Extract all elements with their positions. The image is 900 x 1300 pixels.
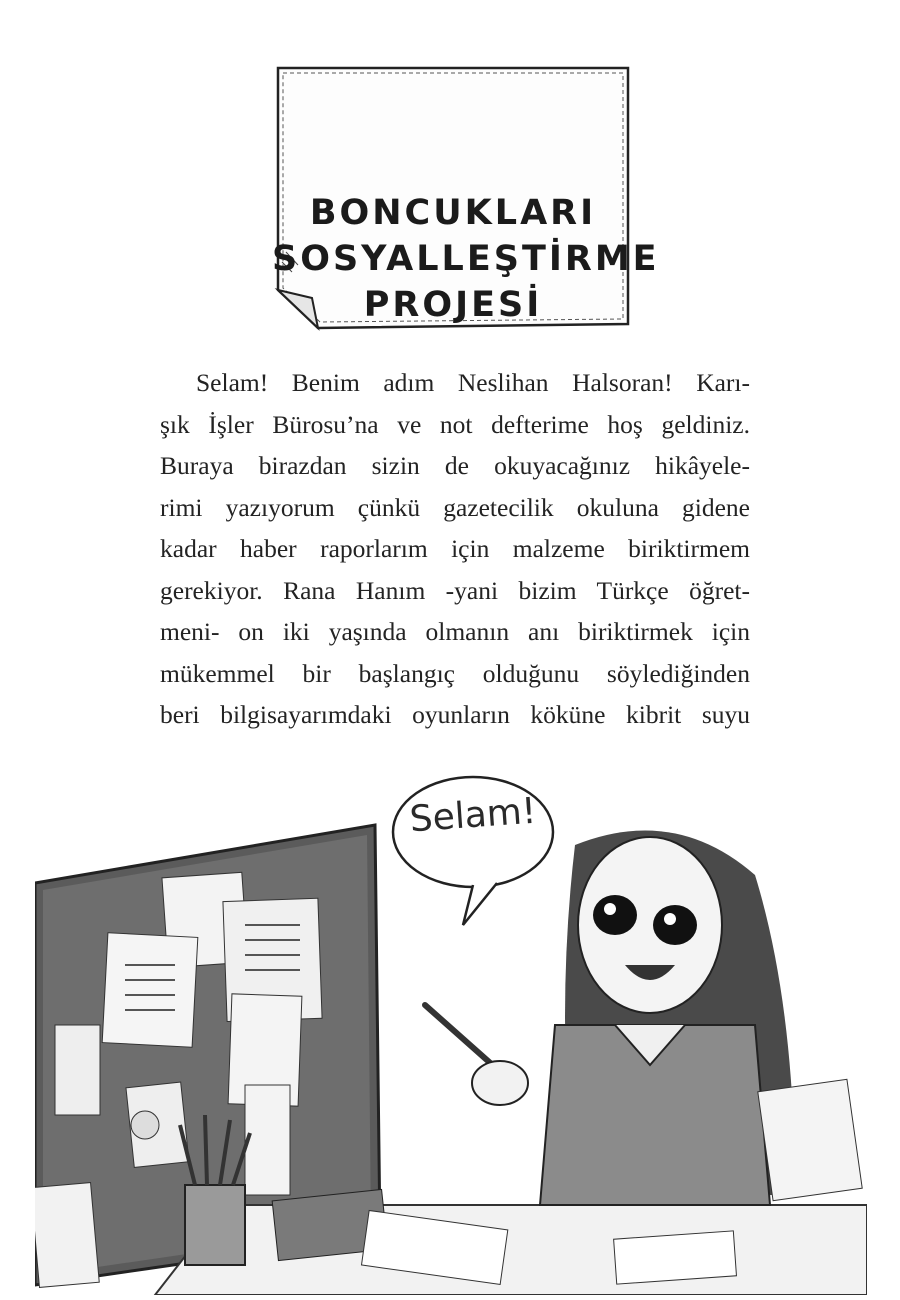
body-line: kadar haber raporlarım için malzeme biriktirmem [160, 534, 750, 563]
body-line: Selam! Benim adım Neslihan Halsoran! Karı- [196, 368, 750, 397]
chapter-title-line-1: BONCUKLARI [309, 193, 597, 233]
chapter-title [272, 190, 660, 328]
speech-bubble-text: Selam! [408, 790, 538, 841]
girl-at-desk-illustration [35, 765, 867, 1295]
body-line: Buraya birazdan sizin de okuyacağınız hikâyele- [160, 451, 750, 480]
body-line: rimi yazıyorum çünkü gazetecilik okuluna gidene [160, 492, 750, 522]
body-line: meni- on iki yaşında olmanın anı biriktirmek için [160, 617, 750, 646]
body-line: mükemmel bir başlangıç olduğunu söylediğinden [160, 658, 750, 688]
body-line: şık İşler Bürosu’na ve not defterime hoş geldiniz. [160, 409, 750, 439]
body-line: gerekiyor. Rana Hanım -yani bizim Türkçe öğret- [160, 575, 750, 605]
chapter-title-box [272, 62, 660, 334]
chapter-title-line-3: PROJESİ [363, 285, 543, 325]
chapter-title-line-2: SOSYALLEŞTİRME [272, 239, 660, 279]
body-paragraph [160, 362, 750, 736]
body-line: beri bilgisayarımdaki oyunların köküne kibrit suyu [160, 700, 750, 729]
